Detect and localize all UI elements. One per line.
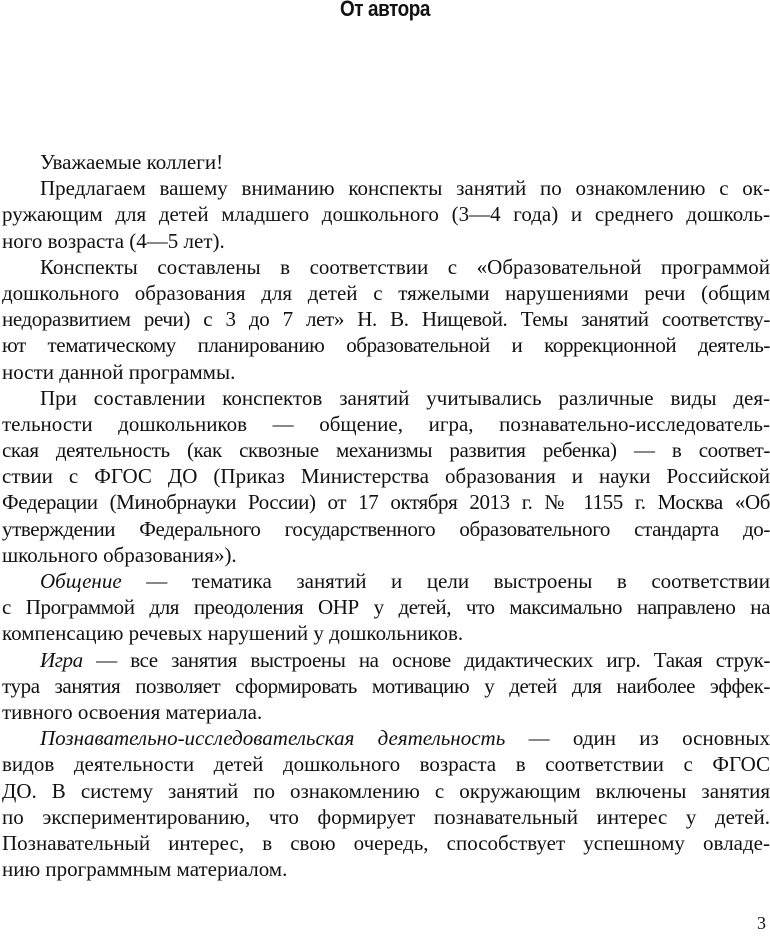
- paragraph-line: утверждении Федерального государственного образовательного стандарта до-: [2, 516, 770, 541]
- paragraph-line: с Программой для преодоления ОНР у детей, что максимально направлено на: [2, 595, 770, 620]
- paragraph-line: Игра — все занятия выстроены на основе дидактических игр. Такая струк-: [40, 647, 770, 672]
- paragraph-line: тельности дошкольников — общение, игра, познавательно-исследователь-: [2, 411, 770, 436]
- paragraph-line: недоразвитием речи) с 3 до 7 лет» Н. В. Нищевой. Темы занятий соответству-: [2, 307, 770, 332]
- paragraph-line: Предлагаем вашему вниманию конспекты занятий по ознакомлению с ок-: [40, 176, 770, 201]
- paragraph-line: Федерации (Минобрнауки России) от 17 октября 2013 г. № 1155 г. Москва «Об: [2, 490, 770, 515]
- paragraph-line: школьного образования»).: [2, 542, 237, 567]
- paragraph-line: Конспекты составлены в соответствии с «Образовательной программой: [40, 254, 770, 279]
- paragraph-line: Общение — тематика занятий и цели выстроены в соответствии: [40, 569, 770, 593]
- paragraph-line: видов деятельности детей дошкольного возраста в соответствии с ФГОС: [2, 752, 770, 777]
- paragraph-line: ного возраста (4—5 лет).: [2, 228, 225, 253]
- term-poznavatelno-issledovatelskaya: Познавательно-исследовательская деятельность: [40, 726, 506, 751]
- body-text: [2, 149, 770, 882]
- paragraph-line: ДО. В систему занятий по ознакомлению с окружающим включены занятия: [2, 778, 770, 803]
- paragraph-line: нию программным материалом.: [2, 857, 288, 882]
- page-title: От автора: [340, 0, 430, 21]
- paragraph-line: ская деятельность (как сквозные механизмы развития ребенка) — в соответ-: [2, 438, 770, 463]
- paragraph-line: ности данной программы.: [2, 359, 236, 384]
- paragraph-line: по экспериментированию, что формирует познавательный интерес у детей.: [2, 804, 770, 829]
- paragraph-line: компенсацию речевых нарушений у дошкольников.: [2, 621, 464, 646]
- paragraph-line: тура занятия позволяет сформировать мотивацию у детей для наиболее эффек-: [2, 673, 770, 698]
- paragraph-line: Познавательный интерес, в свою очередь, способствует успешному овладе-: [2, 830, 770, 855]
- paragraph-line: ружающим для детей младшего дошкольного (3—4 года) и среднего дошколь-: [2, 202, 770, 227]
- paragraph-line: дошкольного образования для детей с тяжелыми нарушениями речи (общим: [2, 280, 770, 305]
- paragraph-line: ствии с ФГОС ДО (Приказ Министерства образования и науки Российской: [2, 464, 770, 489]
- page-number: 3: [757, 913, 766, 933]
- paragraph-line: При составлении конспектов занятий учитывались различные виды дея-: [40, 385, 770, 410]
- term-obshchenie: Общение: [40, 569, 122, 593]
- paragraph-line: ют тематическому планированию образовательной и коррекционной деятель-: [2, 333, 770, 358]
- paragraph-line: тивного освоения материала.: [2, 699, 263, 724]
- paragraph-line: Познавательно-исследовательская деятельность — один из основных: [40, 726, 770, 751]
- greeting-line: Уважаемые коллеги!: [40, 150, 224, 174]
- term-igra: Игра: [40, 647, 83, 672]
